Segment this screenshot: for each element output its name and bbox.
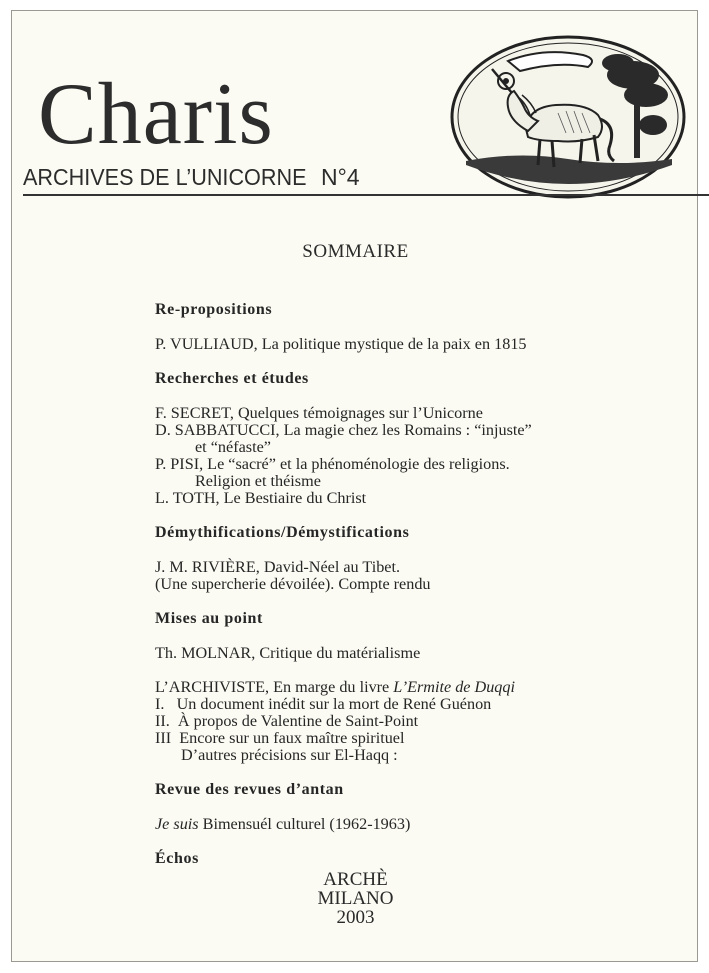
section-title: Mises au point [155,610,263,627]
section-entries [155,645,675,662]
section-title: Échos [155,850,199,867]
toc-entry: D. SABBATUCCI, La magie chez les Romains : “injuste” [155,421,532,439]
section-title: Recherches et études [155,370,309,387]
issue-number: N°4 [321,164,360,190]
toc-entry: F. SECRET, Quelques témoignages sur l’Unicorne [155,404,483,422]
toc-entry: (Une supercherie dévoilée). Compte rendu [155,575,431,593]
header-divider [23,194,709,196]
toc-entry-continuation: et “néfaste” [195,438,271,456]
section-entries [155,816,675,833]
toc-entry-continuation: Religion et théisme [195,472,321,490]
publisher-city: MILANO [317,888,394,909]
journal-title: Charis [38,66,274,163]
publisher-block [12,870,699,927]
toc-entry: J. M. RIVIÈRE, David-Néel au Tibet. [155,558,401,576]
table-of-contents [155,301,675,885]
contents-heading: SOMMAIRE [302,241,409,262]
section-entries [155,405,675,507]
toc-entry-continuation: D’autres précisions sur El-Haqq : [181,746,398,764]
toc-entry: II. À propos de Valentine de Saint-Point [155,712,419,730]
toc-entry [155,679,675,696]
toc-entry: L. TOTH, Le Bestiaire du Christ [155,489,367,507]
toc-entry: P. VULLIAUD, La politique mystique de la paix en 1815 [155,335,527,353]
section-title: Revue des revues d’antan [155,781,344,798]
journal-subtitle: ARCHIVES DE L’UNICORNE [23,164,307,190]
section-entries [155,336,675,353]
publication-year: 2003 [336,907,375,928]
section-title: Re-propositions [155,301,273,318]
unicorn-emblem-icon [448,33,688,201]
toc-entry: P. PISI, Le “sacré” et la phénoménologie des religions. [155,455,510,473]
toc-entry: Th. MOLNAR, Critique du matérialisme [155,644,421,662]
section-title: Démythifications/Démystifications [155,524,410,541]
section-entries [155,559,675,593]
toc-entry-author: L’ARCHIVISTE, En marge du livre [155,678,390,696]
document-page [11,10,698,962]
journal-name: Je suis [155,815,199,833]
publisher-name: ARCHÈ [323,869,388,890]
book-title: L’Ermite de Duqqi [393,678,515,696]
toc-entry: III Encore sur un faux maître spirituel [155,729,405,747]
toc-entry: I. Un document inédit sur la mort de René Guénon [155,695,492,713]
toc-entry [155,816,675,833]
journal-description: Bimensuél culturel (1962-1963) [202,815,411,833]
section-entries [155,679,675,764]
